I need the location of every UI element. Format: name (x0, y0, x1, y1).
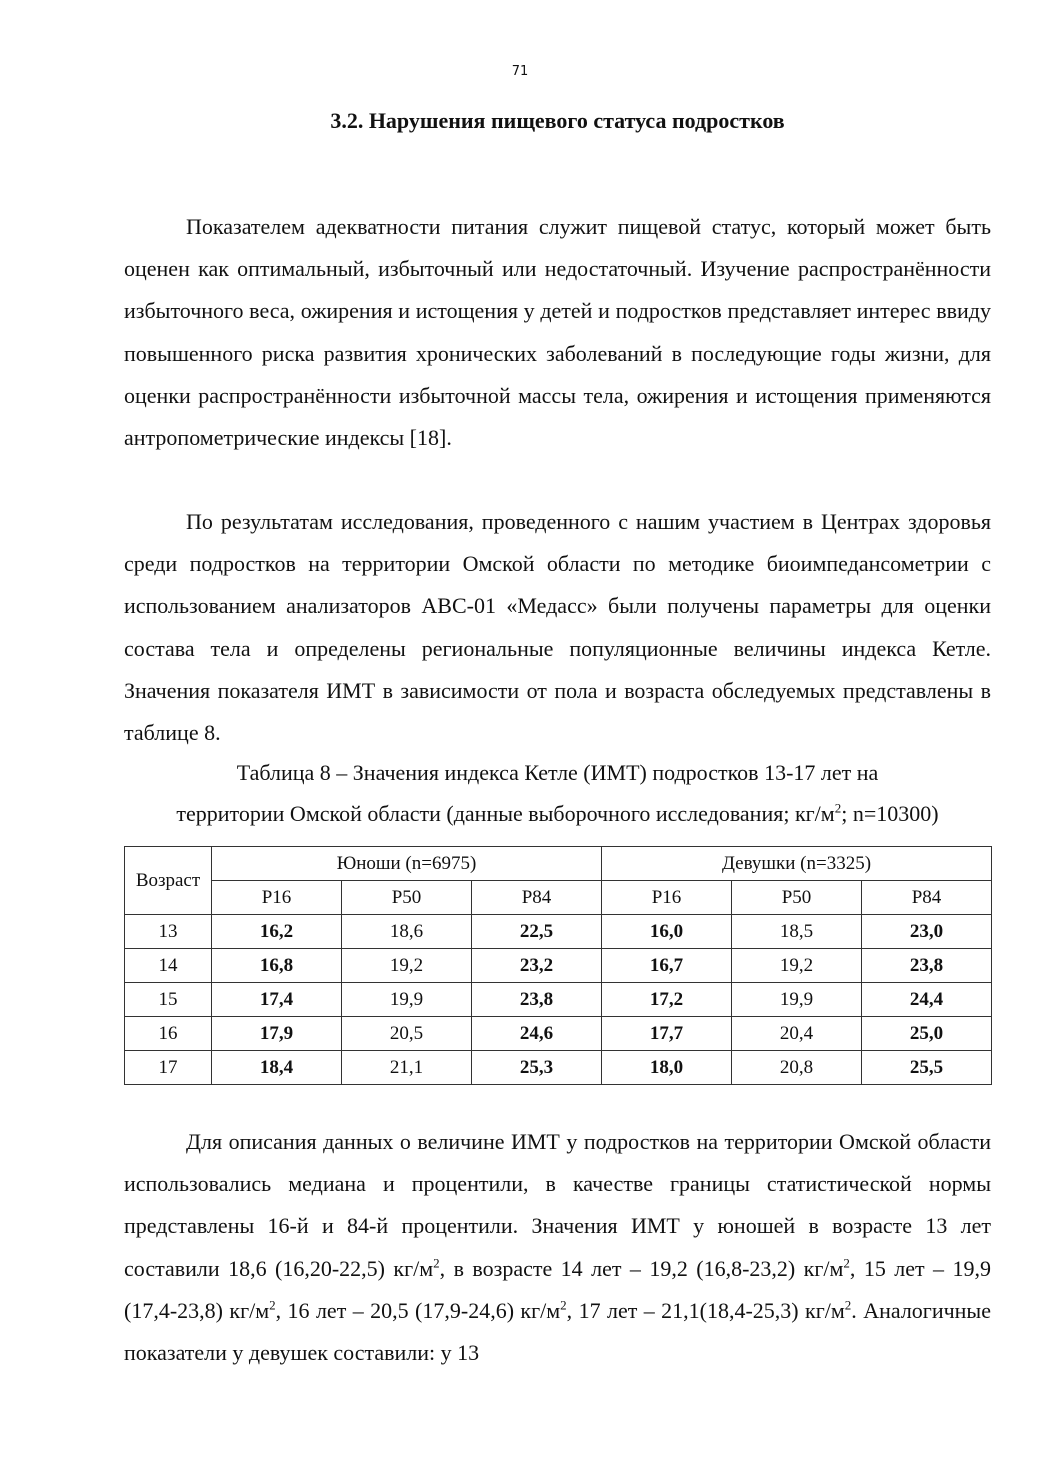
cell-boys-p84: 25,3 (472, 1051, 602, 1085)
cell-girls-p16: 17,2 (602, 983, 732, 1017)
cell-girls-p84: 25,5 (862, 1051, 992, 1085)
cell-boys-p50: 18,6 (342, 915, 472, 949)
cell-age: 16 (125, 1017, 212, 1051)
cell-girls-p84: 23,0 (862, 915, 992, 949)
header-boys-p84: Р84 (472, 881, 602, 915)
cell-boys-p50: 19,9 (342, 983, 472, 1017)
table-row (125, 1051, 992, 1085)
table-caption-line2 (124, 801, 991, 827)
cell-age: 14 (125, 949, 212, 983)
cell-boys-p84: 23,2 (472, 949, 602, 983)
table-row (125, 915, 992, 949)
results-text: , в возрасте 14 лет – 19,2 (16,8-23,2) кг/м (439, 1255, 844, 1281)
table-row (125, 1017, 992, 1051)
cell-age: 15 (125, 983, 212, 1017)
header-girls-p84: Р84 (862, 881, 992, 915)
table-row (125, 983, 992, 1017)
paragraph-results (124, 1121, 991, 1374)
cell-girls-p84: 24,4 (862, 983, 992, 1017)
results-text: , 17 лет – 21,1(18,4-25,3) кг/м (566, 1297, 845, 1323)
unit-superscript: 2 (844, 1297, 852, 1313)
bmi-table (124, 846, 992, 1085)
cell-boys-p16: 16,2 (212, 915, 342, 949)
unit-superscript: 2 (269, 1297, 276, 1313)
unit-superscript: 2 (843, 1255, 850, 1271)
cell-age: 13 (125, 915, 212, 949)
table-row (125, 949, 992, 983)
header-boys-p16: Р16 (212, 881, 342, 915)
cell-boys-p84: 22,5 (472, 915, 602, 949)
results-text: . Аналогичные показатели у девушек составили: у 13 (124, 1297, 991, 1366)
cell-boys-p50: 21,1 (342, 1051, 472, 1085)
header-girls-p50: Р50 (732, 881, 862, 915)
cell-boys-p16: 18,4 (212, 1051, 342, 1085)
unit-superscript: 2 (433, 1255, 440, 1271)
table-header-row-percentiles (125, 881, 992, 915)
cell-girls-p50: 20,4 (732, 1017, 862, 1051)
cell-girls-p50: 20,8 (732, 1051, 862, 1085)
cell-boys-p16: 17,9 (212, 1017, 342, 1051)
table-caption-line1: Таблица 8 – Значения индекса Кетле (ИМТ) подростков 13-17 лет на (236, 760, 879, 785)
cell-girls-p50: 19,9 (732, 983, 862, 1017)
cell-boys-p50: 19,2 (342, 949, 472, 983)
header-age: Возраст (125, 847, 212, 915)
cell-girls-p16: 16,0 (602, 915, 732, 949)
caption-superscript: 2 (834, 800, 842, 816)
cell-boys-p16: 16,8 (212, 949, 342, 983)
unit-superscript: 2 (560, 1297, 567, 1313)
cell-age: 17 (125, 1051, 212, 1085)
paragraph-study: По результатам исследования, проведенного с нашим участием в Центрах здоровья среди подростков на территории Омской области по методике биоимпедансометрии с использованием анализаторов АВС-01 «Медасс» были получены параметры для оценки состава тела и определены региональные популяционные величины индекса Кетле. Значения показателя ИМТ в зависимости от пола и возраста обследуемых представлены в таблице 8. (124, 509, 991, 746)
cell-girls-p84: 23,8 (862, 949, 992, 983)
paragraph-intro: Показателем адекватности питания служит пищевой статус, который может быть оценен как оптимальный, избыточный или недостаточный. Изучение распространённости избыточного веса, ожирения и истощения у детей и подростков представляет интерес ввиду повышенного риска развития хронических заболеваний в последующие годы жизни, для оценки распространённости избыточной массы тела, ожирения и истощения применяются антропометрические индексы [18]. (124, 214, 991, 451)
header-girls-p16: Р16 (602, 881, 732, 915)
cell-girls-p16: 17,7 (602, 1017, 732, 1051)
cell-girls-p16: 18,0 (602, 1051, 732, 1085)
header-boys: Юноши (n=6975) (212, 847, 602, 881)
cell-girls-p84: 25,0 (862, 1017, 992, 1051)
page-number: 71 (511, 64, 529, 79)
cell-boys-p84: 24,6 (472, 1017, 602, 1051)
cell-girls-p50: 18,5 (732, 915, 862, 949)
caption-text-end: ; n=10300) (841, 801, 939, 826)
cell-boys-p84: 23,8 (472, 983, 602, 1017)
results-text: , 16 лет – 20,5 (17,9-24,6) кг/м (275, 1297, 561, 1323)
table-header-row-groups (125, 847, 992, 881)
section-heading: 3.2. Нарушения пищевого статуса подростков (330, 108, 785, 133)
results-text: , 15 лет – 19,9 (17,4-23,8) кг/м (124, 1255, 991, 1323)
caption-text: территории Омской области (данные выборочного исследования; кг/м (176, 801, 835, 826)
header-girls: Девушки (n=3325) (602, 847, 992, 881)
results-text: Для описания данных о величине ИМТ у подростков на территории Омской области использовались медиана и процентили, в качестве границы статистической нормы представлены 16-й и 84-й процентили. Значения ИМТ у юношей в возрасте 13 лет составили 18,6 (16,20-22,5) кг/м (124, 1129, 991, 1281)
cell-boys-p16: 17,4 (212, 983, 342, 1017)
cell-girls-p16: 16,7 (602, 949, 732, 983)
header-boys-p50: Р50 (342, 881, 472, 915)
cell-boys-p50: 20,5 (342, 1017, 472, 1051)
cell-girls-p50: 19,2 (732, 949, 862, 983)
